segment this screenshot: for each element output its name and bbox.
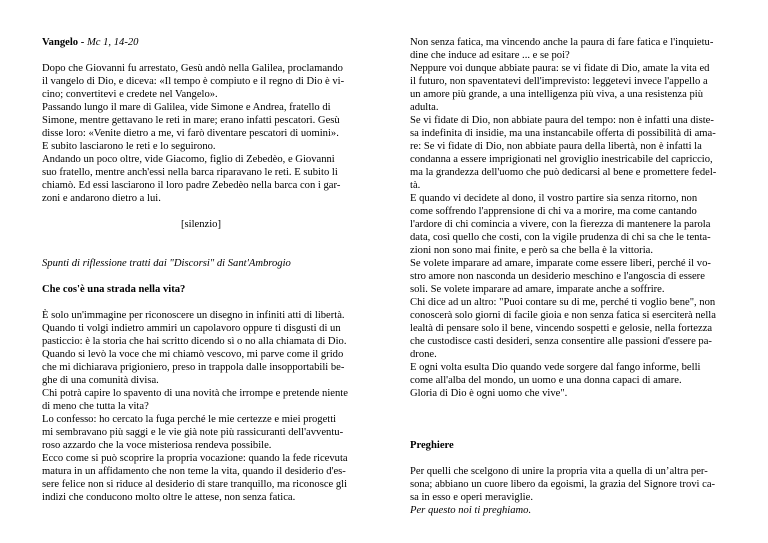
prayer-line: sona; abbiano un cuore libero da egoismi, la grazia del Signore trovi ca-: [410, 479, 716, 490]
gospel-line: suo fratello, mentre anch'essi nella barca riparavano le reti. E subito li: [42, 167, 338, 178]
continuation-line: Chi dice ad un altro: "Puoi contare su di me, perché ti voglio bene", non: [410, 297, 716, 308]
continuation-line: re: Se vi fidate di Dio, non abbiate paura della libertà, non è infatti la: [410, 141, 702, 152]
continuation-line: Non senza fatica, ma vincendo anche la paura di fare fatica e l'inquietu-: [410, 37, 714, 48]
gospel-reference: Mc 1, 14-20: [86, 37, 139, 48]
continuation-line: condanna a essere imprigionati nel groviglio inestricabile del capriccio,: [410, 154, 713, 165]
reflection-line: Quando ti volgi indietro ammiri un capolavoro oppure ti disgusti di un: [42, 323, 341, 334]
reflection-line: roso azzardo che la voce misteriosa rendeva possibile.: [42, 440, 272, 451]
continuation-line: E quando vi decidete al dono, il vostro partire sia senza ritorno, non: [410, 193, 698, 204]
reflection-line: pasticcio: è la storia che hai scritto dicendo sì o no alla chiamata di Dio.: [42, 336, 347, 347]
gospel-line: Simone, mentre gettavano le reti in mare; erano infatti pescatori. Gesù: [42, 115, 340, 126]
continuation-line: E ogni volta esulta Dio quando vede sorgere dal fango informe, belli: [410, 362, 701, 373]
continuation-line: un amore più grande, a una intelligenza più viva, a una resistenza più: [410, 89, 703, 100]
continuation-line: tà.: [410, 180, 421, 191]
continuation-line: soli. Se volete imparare ad amare, imparate anche a soffrire.: [410, 284, 665, 295]
gospel-line: E subito lasciarono le reti e lo seguirono.: [42, 141, 216, 152]
left-column: [42, 36, 360, 504]
continuation-line: dine che induce ad esitare ... e se poi?: [410, 50, 570, 61]
prayer-response: Per questo noi ti preghiamo.: [410, 505, 532, 516]
reflection-line: Ecco come si può scoprire la propria vocazione: quando la fede ricevuta: [42, 453, 348, 464]
continuation-line: data, così quello che costi, con la vigile prudenza di chi sa che le tenta-: [410, 232, 711, 243]
continuation-line: ma la grandezza dell'uomo che può dedicarsi al bene e promettere fedel-: [410, 167, 717, 178]
gospel-text: [42, 62, 360, 205]
reflection-line: È solo un'immagine per riconoscere un disegno in infiniti atti di libertà.: [42, 310, 345, 321]
prayer-heading: Preghiere: [410, 440, 454, 451]
reflection-line: ghe di una comunità divisa.: [42, 375, 159, 386]
prayer-line: sa in esso e operi meraviglie.: [410, 492, 533, 503]
reflection-line: indizi che conducono molto oltre le attese, non senza fatica.: [42, 492, 296, 503]
gospel-line: Passando lungo il mare di Galilea, vide Simone e Andrea, fratello di: [42, 102, 331, 113]
reflection-text: [42, 309, 360, 504]
continuation-line: Se volete imparare ad amare, imparate come essere liberi, perché il vo-: [410, 258, 711, 269]
reflection-line: di meno che tutta la vita?: [42, 401, 149, 412]
continuation-line: il futuro, non spaventatevi dell'imprevisto: leggetevi invece l'appello a: [410, 76, 708, 87]
gospel-line: Dopo che Giovanni fu arrestato, Gesù andò nella Galilea, proclamando: [42, 63, 343, 74]
continuation-line: Gloria di Dio è ogni uomo che vive".: [410, 388, 568, 399]
continuation-line: conoscerà solo giorni di facile gioia e non senza fatica si eserciterà nella: [410, 310, 716, 321]
source-note: Spunti di riflessione tratti dai "Discorsi" di Sant'Ambrogio: [42, 258, 291, 269]
gospel-line: chiamò. Ed essi lasciarono il loro padre Zebedèo nella barca con i gar-: [42, 180, 341, 191]
reflection-question: Che cos'è una strada nella vita?: [42, 284, 186, 295]
continuation-line: sa indefinita di insidie, ma una instancabile offerta di possibilità di ama-: [410, 128, 716, 139]
reflection-line: mi sembravano più saggi e le vie già note più rassicuranti dell'avventu-: [42, 427, 344, 438]
reflection-line: sere felice non si riduce al desiderio di stare tranquillo, ma riconosce gli: [42, 479, 348, 490]
gospel-line: cino; convertitevi e credete nel Vangelo».: [42, 89, 218, 100]
continuation-text: [410, 36, 726, 400]
continuation-line: che custodisce casti desideri, senza consentire alle passioni d'essere pa-: [410, 336, 712, 347]
continuation-line: come all'alba del mondo, un uomo e una donna capaci di amare.: [410, 375, 682, 386]
reflection-line: Lo confesso: ho cercato la fuga perché le mie certezze e miei progetti: [42, 414, 337, 425]
gospel-line: zoni e andarono dietro a lui.: [42, 193, 161, 204]
reflection-line: che mi dichiarava prigioniero, preso in trappola dalle insopportabili be-: [42, 362, 345, 373]
continuation-line: adulta.: [410, 102, 439, 113]
continuation-line: zioni non sono mai finite, e però sa che bella è la vittoria.: [410, 245, 653, 256]
gospel-heading: [42, 36, 360, 49]
prayer-line: Per quelli che scelgono di unire la propria vita a quella di un’altra per-: [410, 466, 708, 477]
reflection-line: Quando si levò la voce che mi chiamò vescovo, mi parve come il grido: [42, 349, 344, 360]
continuation-line: Se vi fidate di Dio, non abbiate paura del tempo: non è infatti una diste-: [410, 115, 714, 126]
reflection-line: Chi potrà capire lo spavento di una novità che irrompe e pretende niente: [42, 388, 348, 399]
continuation-line: lealtà di pensare solo il bene, vincendo sospetti e gelosie, nella fortezza: [410, 323, 713, 334]
gospel-line: il vangelo di Dio, e diceva: «Il tempo è compiuto e il regno di Dio è vi-: [42, 76, 345, 87]
right-column: [410, 36, 726, 517]
continuation-line: Neppure voi dunque abbiate paura: se vi fidate di Dio, amate la vita ed: [410, 63, 710, 74]
silence-note: [silenzio]: [180, 219, 221, 230]
continuation-line: come soffrendo l'apprensione di chi va a morire, ma come cantando: [410, 206, 697, 217]
continuation-line: drone.: [410, 349, 437, 360]
continuation-line: l'ardore di chi comincia a vivere, con la fierezza di mantenere la parola: [410, 219, 711, 230]
reflection-line: matura in un affidamento che non teme la vita, quando il desiderio d'es-: [42, 466, 346, 477]
prayer-text: [410, 465, 726, 504]
gospel-title: Vangelo -: [42, 37, 85, 48]
gospel-line: Andando un poco oltre, vide Giacomo, figlio di Zebedèo, e Giovanni: [42, 154, 335, 165]
gospel-line: disse loro: «Venite dietro a me, vi farò diventare pescatori di uomini».: [42, 128, 339, 139]
continuation-line: stro amore non nasconda un desiderio meschino e l'angoscia di essere: [410, 271, 705, 282]
